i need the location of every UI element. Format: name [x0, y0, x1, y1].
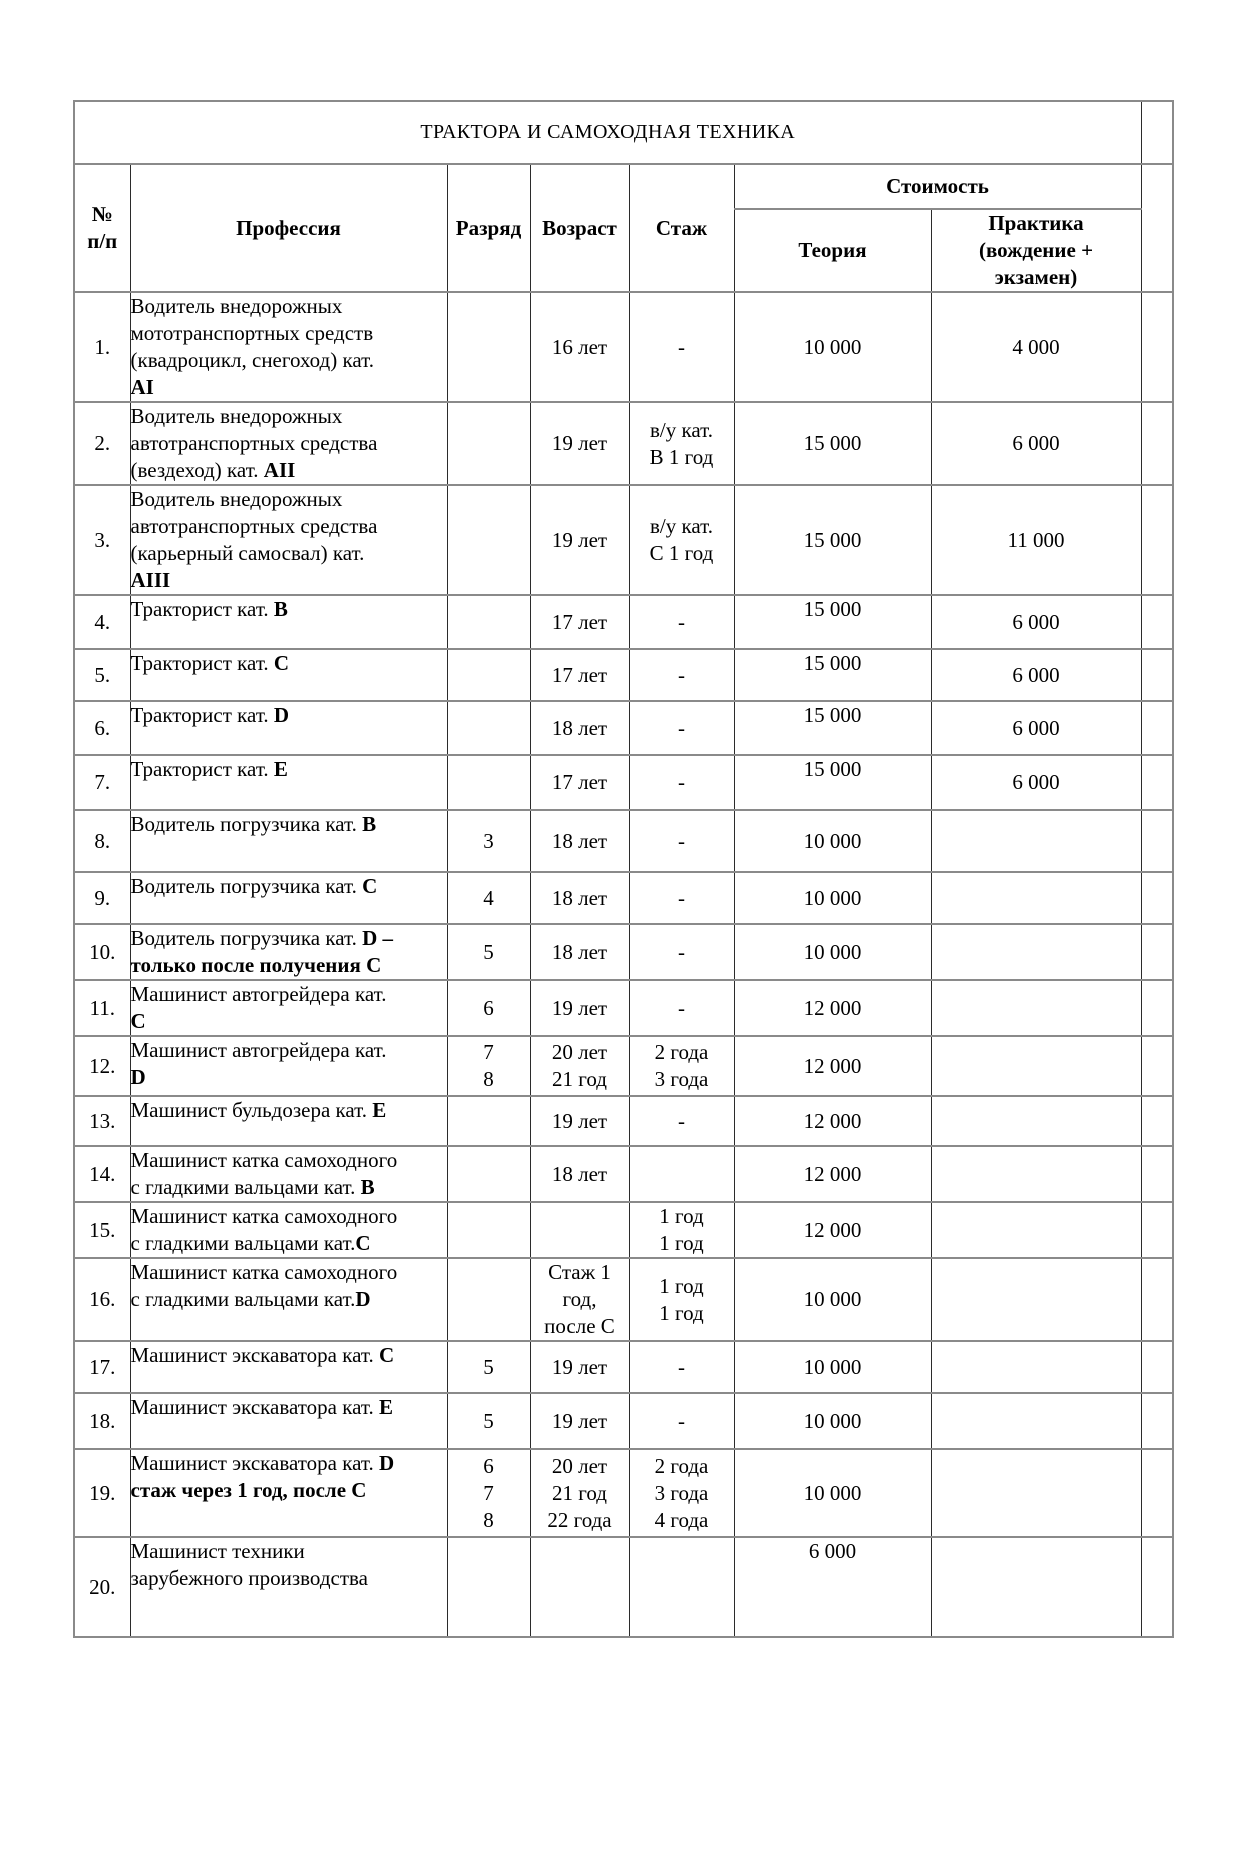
table-row [74, 1449, 1173, 1537]
cell-line: 1 год [659, 1204, 704, 1228]
row-number-cell: 10. [74, 924, 130, 980]
cell-line: с гладкими вальцами кат.С [130, 1231, 371, 1255]
table-row [74, 1258, 1173, 1341]
cell-line: 21 год [552, 1067, 607, 1091]
cell-line: 4 [483, 885, 494, 910]
cell-line: Водитель погрузчика кат. D – [130, 926, 394, 950]
endcap-cell [1141, 701, 1173, 755]
header-profession: Профессия [130, 164, 447, 292]
cell-line: Водитель внедорожных [130, 404, 343, 428]
grade-cell [447, 1449, 530, 1537]
practice-price-cell: 11 000 [931, 485, 1141, 595]
table-row [74, 1202, 1173, 1258]
practice-price-cell [931, 1393, 1141, 1449]
profession-cell [130, 1449, 447, 1537]
experience-cell [629, 1146, 734, 1202]
cell-line: 2 года [654, 1453, 709, 1478]
grade-cell [447, 872, 530, 924]
endcap-cell [1141, 1537, 1173, 1637]
table-row [74, 292, 1173, 402]
cell-line: 5 [483, 1408, 494, 1433]
endcap-cell [1141, 649, 1173, 701]
practice-price-cell [931, 980, 1141, 1036]
age-cell [530, 1537, 629, 1637]
profession-cell [130, 701, 447, 755]
cell-line: 3 [483, 828, 494, 853]
age-cell [530, 402, 629, 485]
header-practice-line1: Практика [988, 211, 1084, 235]
row-number-cell: 4. [74, 595, 130, 649]
table-row [74, 402, 1173, 485]
cell-line: 19 лет [551, 1408, 608, 1433]
table-row [74, 1341, 1173, 1393]
cell-line: (квадроцикл, снегоход) кат. [130, 348, 374, 372]
practice-price-cell: 6 000 [931, 701, 1141, 755]
cell-line: - [678, 609, 685, 634]
cell-line: - [678, 662, 685, 687]
profession-cell [130, 924, 447, 980]
cell-line: 5 [483, 939, 494, 964]
cell-line: АI [130, 375, 154, 399]
row-number-cell: 5. [74, 649, 130, 701]
cell-line: - [678, 1108, 685, 1133]
cell-line: Машинист экскаватора кат. D [130, 1451, 395, 1475]
cell-line: - [678, 770, 685, 794]
header-num [74, 164, 130, 292]
theory-price-cell: 15 000 [734, 402, 931, 485]
row-number-cell: 2. [74, 402, 130, 485]
cell-line: (карьерный самосвал) кат. [130, 541, 365, 565]
profession-cell [130, 649, 447, 701]
price-table [73, 100, 1174, 1638]
practice-price-cell [931, 1537, 1141, 1637]
experience-cell [629, 1036, 734, 1096]
endcap-cell [1141, 1449, 1173, 1537]
theory-price-cell: 10 000 [734, 1449, 931, 1537]
profession-cell [130, 1258, 447, 1341]
header-endcap [1141, 164, 1173, 292]
cell-line: С 1 год [649, 541, 714, 565]
cell-line: Машинист катка самоходного [130, 1260, 398, 1284]
header-row-top [74, 164, 1173, 209]
cell-line: автотранспортных средства [130, 514, 378, 538]
age-cell [530, 649, 629, 701]
cell-line: 3 года [654, 1480, 709, 1505]
endcap-cell [1141, 755, 1173, 810]
endcap-cell [1141, 1146, 1173, 1202]
endcap-cell [1141, 402, 1173, 485]
row-number-cell: 18. [74, 1393, 130, 1449]
header-grade: Разряд [447, 164, 530, 292]
practice-price-cell [931, 810, 1141, 872]
cell-line: 19 лет [551, 1108, 608, 1133]
cell-line: 8 [483, 1067, 494, 1091]
age-cell [530, 1449, 629, 1537]
cell-line: зарубежного производства [130, 1566, 368, 1590]
practice-price-cell: 4 000 [931, 292, 1141, 402]
table-row [74, 649, 1173, 701]
theory-price-cell: 12 000 [734, 980, 931, 1036]
rows-body [74, 292, 1173, 1637]
profession-cell [130, 292, 447, 402]
row-number-cell: 12. [74, 1036, 130, 1096]
grade-cell [447, 1341, 530, 1393]
cell-line: в/у кат. [649, 417, 713, 442]
cell-line: 20 лет [551, 1453, 608, 1478]
experience-cell [629, 872, 734, 924]
experience-cell [629, 292, 734, 402]
cell-line: 7 [483, 1480, 494, 1505]
header-num-line2: п/п [87, 229, 118, 253]
theory-price-cell: 15 000 [734, 595, 931, 649]
cell-line: 17 лет [551, 770, 608, 794]
grade-cell [447, 1096, 530, 1146]
practice-price-cell [931, 1341, 1141, 1393]
theory-price-cell: 12 000 [734, 1146, 931, 1202]
practice-price-cell [931, 1258, 1141, 1341]
theory-price-cell: 15 000 [734, 485, 931, 595]
cell-line: 16 лет [551, 334, 608, 359]
table-row [74, 1096, 1173, 1146]
cell-line: после С [544, 1314, 615, 1338]
grade-cell [447, 292, 530, 402]
profession-cell [130, 402, 447, 485]
cell-line: 1 год [659, 1300, 704, 1325]
endcap-cell [1141, 595, 1173, 649]
endcap-cell [1141, 810, 1173, 872]
age-cell [530, 872, 629, 924]
cell-line: 20 лет [551, 1040, 608, 1064]
practice-price-cell: 6 000 [931, 755, 1141, 810]
theory-price-cell: 10 000 [734, 810, 931, 872]
profession-cell [130, 595, 447, 649]
theory-price-cell: 10 000 [734, 1341, 931, 1393]
practice-price-cell [931, 1036, 1141, 1096]
cell-line: стаж через 1 год, после С [130, 1478, 367, 1502]
endcap-cell [1141, 1036, 1173, 1096]
profession-cell [130, 1202, 447, 1258]
profession-cell [130, 1537, 447, 1637]
theory-price-cell: 10 000 [734, 924, 931, 980]
experience-cell [629, 649, 734, 701]
table-row [74, 595, 1173, 649]
profession-cell [130, 755, 447, 810]
endcap-cell [1141, 924, 1173, 980]
table-row [74, 872, 1173, 924]
grade-cell [447, 1146, 530, 1202]
experience-cell [629, 1537, 734, 1637]
endcap-cell [1141, 872, 1173, 924]
cell-line: - [678, 1354, 685, 1379]
cell-line: 4 года [654, 1507, 709, 1532]
cell-line: - [678, 334, 685, 359]
cell-line: 18 лет [551, 939, 608, 964]
cell-line: Тракторист кат. D [130, 703, 290, 727]
cell-line: 1 год [659, 1273, 704, 1298]
theory-price-cell: 10 000 [734, 1258, 931, 1341]
cell-line: Машинист автогрейдера кат. [130, 1038, 387, 1062]
row-number-cell: 17. [74, 1341, 130, 1393]
header-experience: Стаж [629, 164, 734, 292]
grade-cell [447, 755, 530, 810]
grade-cell [447, 649, 530, 701]
cell-line: 3 года [654, 1067, 709, 1091]
cell-line: Машинист экскаватора кат. С [130, 1343, 395, 1367]
practice-price-cell: 6 000 [931, 595, 1141, 649]
practice-price-cell: 6 000 [931, 649, 1141, 701]
cell-line: 18 лет [551, 828, 608, 853]
theory-price-cell: 10 000 [734, 292, 931, 402]
cell-line: D [130, 1065, 146, 1089]
table-row [74, 701, 1173, 755]
cell-line: В 1 год [649, 444, 714, 469]
age-cell [530, 810, 629, 872]
endcap-cell [1141, 1202, 1173, 1258]
row-number-cell: 15. [74, 1202, 130, 1258]
cell-line: с гладкими вальцами кат. В [130, 1175, 375, 1199]
grade-cell [447, 701, 530, 755]
row-number-cell: 8. [74, 810, 130, 872]
table-row [74, 755, 1173, 810]
cell-line: 1 год [659, 1231, 704, 1255]
row-number-cell: 9. [74, 872, 130, 924]
grade-cell [447, 595, 530, 649]
profession-cell [130, 1096, 447, 1146]
age-cell [530, 1393, 629, 1449]
grade-cell [447, 402, 530, 485]
age-cell [530, 1096, 629, 1146]
profession-cell [130, 1393, 447, 1449]
cell-line: 21 год [552, 1480, 607, 1505]
title-row [74, 101, 1173, 164]
experience-cell [629, 402, 734, 485]
cell-line: с гладкими вальцами кат.D [130, 1287, 371, 1311]
cell-line: Машинист техники [130, 1539, 305, 1563]
theory-price-cell: 15 000 [734, 755, 931, 810]
experience-cell [629, 1393, 734, 1449]
row-number-cell: 13. [74, 1096, 130, 1146]
cell-line: автотранспортных средства [130, 431, 378, 455]
profession-cell [130, 980, 447, 1036]
row-number-cell: 20. [74, 1537, 130, 1637]
grade-cell [447, 980, 530, 1036]
cell-line: - [678, 939, 685, 964]
cell-line: год, [562, 1287, 597, 1311]
experience-cell [629, 1096, 734, 1146]
cell-line: Машинист катка самоходного [130, 1204, 398, 1228]
age-cell [530, 1258, 629, 1341]
row-number-cell: 7. [74, 755, 130, 810]
header-practice [931, 209, 1141, 292]
age-cell [530, 595, 629, 649]
header-age: Возраст [530, 164, 629, 292]
endcap-cell [1141, 1393, 1173, 1449]
cell-line: 19 лет [551, 431, 608, 455]
grade-cell [447, 924, 530, 980]
cell-line: только после получения С [130, 953, 382, 977]
grade-cell [447, 1393, 530, 1449]
experience-cell [629, 485, 734, 595]
practice-price-cell: 6 000 [931, 402, 1141, 485]
endcap-cell [1141, 980, 1173, 1036]
theory-price-cell: 15 000 [734, 649, 931, 701]
table-row [74, 485, 1173, 595]
cell-line: 6 [483, 1453, 494, 1478]
experience-cell [629, 701, 734, 755]
page [0, 100, 1241, 1855]
practice-price-cell [931, 1146, 1141, 1202]
cell-line: 18 лет [551, 1161, 608, 1186]
experience-cell [629, 980, 734, 1036]
row-number-cell: 1. [74, 292, 130, 402]
table-row [74, 810, 1173, 872]
table-row [74, 924, 1173, 980]
grade-cell [447, 810, 530, 872]
cell-line: С [130, 1009, 146, 1033]
experience-cell [629, 1341, 734, 1393]
grade-cell [447, 1537, 530, 1637]
cell-line: Тракторист кат. В [130, 597, 288, 621]
profession-cell [130, 1341, 447, 1393]
age-cell [530, 485, 629, 595]
grade-cell [447, 1202, 530, 1258]
cell-line: АIII [130, 568, 171, 592]
cell-line: - [678, 715, 685, 740]
cell-line: - [678, 828, 685, 853]
cell-line: 5 [483, 1354, 494, 1379]
cell-line: 18 лет [551, 715, 608, 740]
header-cost-group: Стоимость [734, 164, 1141, 209]
age-cell [530, 1036, 629, 1096]
table-row [74, 1537, 1173, 1637]
cell-line: 19 лет [551, 1354, 608, 1379]
grade-cell [447, 485, 530, 595]
practice-price-cell [931, 924, 1141, 980]
cell-line: Водитель погрузчика кат. В [130, 812, 377, 836]
cell-line: 19 лет [551, 995, 608, 1020]
cell-line: 17 лет [551, 662, 608, 687]
table-row [74, 1393, 1173, 1449]
profession-cell [130, 810, 447, 872]
experience-cell [629, 924, 734, 980]
header-theory: Теория [734, 209, 931, 292]
theory-price-cell: 6 000 [734, 1537, 931, 1637]
experience-cell [629, 810, 734, 872]
grade-cell [447, 1036, 530, 1096]
age-cell [530, 701, 629, 755]
cell-line: 2 года [654, 1040, 709, 1064]
cell-line: в/у кат. [649, 514, 713, 538]
age-cell [530, 1202, 629, 1258]
cell-line: Водитель внедорожных [130, 294, 343, 318]
theory-price-cell: 10 000 [734, 872, 931, 924]
cell-line: - [678, 1408, 685, 1433]
cell-line: Стаж 1 [548, 1260, 611, 1284]
cell-line: 6 [483, 995, 494, 1020]
profession-cell [130, 872, 447, 924]
grade-cell [447, 1258, 530, 1341]
experience-cell [629, 1202, 734, 1258]
endcap-cell [1141, 1341, 1173, 1393]
cell-line: мототранспортных средств [130, 321, 374, 345]
row-number-cell: 19. [74, 1449, 130, 1537]
theory-price-cell: 12 000 [734, 1096, 931, 1146]
theory-price-cell: 12 000 [734, 1202, 931, 1258]
cell-line: 19 лет [551, 527, 608, 552]
theory-price-cell: 12 000 [734, 1036, 931, 1096]
table-title: ТРАКТОРА И САМОХОДНАЯ ТЕХНИКА [74, 101, 1141, 164]
endcap-cell [1141, 292, 1173, 402]
endcap-cell [1141, 1096, 1173, 1146]
age-cell [530, 980, 629, 1036]
row-number-cell: 11. [74, 980, 130, 1036]
practice-price-cell [931, 1202, 1141, 1258]
theory-price-cell: 10 000 [734, 1393, 931, 1449]
age-cell [530, 1341, 629, 1393]
cell-line: Машинист бульдозера кат. Е [130, 1098, 387, 1122]
experience-cell [629, 1449, 734, 1537]
endcap-cell [1141, 1258, 1173, 1341]
row-number-cell: 14. [74, 1146, 130, 1202]
table-row [74, 980, 1173, 1036]
cell-line: Машинист катка самоходного [130, 1148, 398, 1172]
practice-price-cell [931, 1096, 1141, 1146]
header-num-line1: № [91, 202, 113, 226]
age-cell [530, 924, 629, 980]
practice-price-cell [931, 1449, 1141, 1537]
endcap-cell [1141, 485, 1173, 595]
cell-line: Тракторист кат. Е [130, 757, 288, 781]
experience-cell [629, 595, 734, 649]
profession-cell [130, 1146, 447, 1202]
profession-cell [130, 1036, 447, 1096]
theory-price-cell: 15 000 [734, 701, 931, 755]
row-number-cell: 6. [74, 701, 130, 755]
cell-line: 22 года [547, 1507, 612, 1532]
age-cell [530, 1146, 629, 1202]
cell-line: 17 лет [551, 609, 608, 634]
title-endcap-cell [1141, 101, 1173, 164]
cell-line: 8 [483, 1507, 494, 1532]
age-cell [530, 292, 629, 402]
experience-cell [629, 755, 734, 810]
cell-line: Водитель внедорожных [130, 487, 343, 511]
cell-line: Водитель погрузчика кат. С [130, 874, 378, 898]
cell-line: 7 [483, 1040, 494, 1064]
cell-line: Машинист экскаватора кат. Е [130, 1395, 394, 1419]
cell-line: 18 лет [551, 885, 608, 910]
row-number-cell: 3. [74, 485, 130, 595]
table-row [74, 1146, 1173, 1202]
practice-price-cell [931, 872, 1141, 924]
header-practice-line3: экзамен) [994, 265, 1078, 289]
profession-cell [130, 485, 447, 595]
cell-line: - [678, 885, 685, 910]
cell-line: (вездеход) кат. АII [130, 458, 296, 482]
cell-line: Тракторист кат. С [130, 651, 290, 675]
age-cell [530, 755, 629, 810]
table-row [74, 1036, 1173, 1096]
cell-line: Машинист автогрейдера кат. [130, 982, 387, 1006]
experience-cell [629, 1258, 734, 1341]
header-practice-line2: (вождение + [978, 238, 1094, 262]
cell-line: - [678, 995, 685, 1020]
row-number-cell: 16. [74, 1258, 130, 1341]
